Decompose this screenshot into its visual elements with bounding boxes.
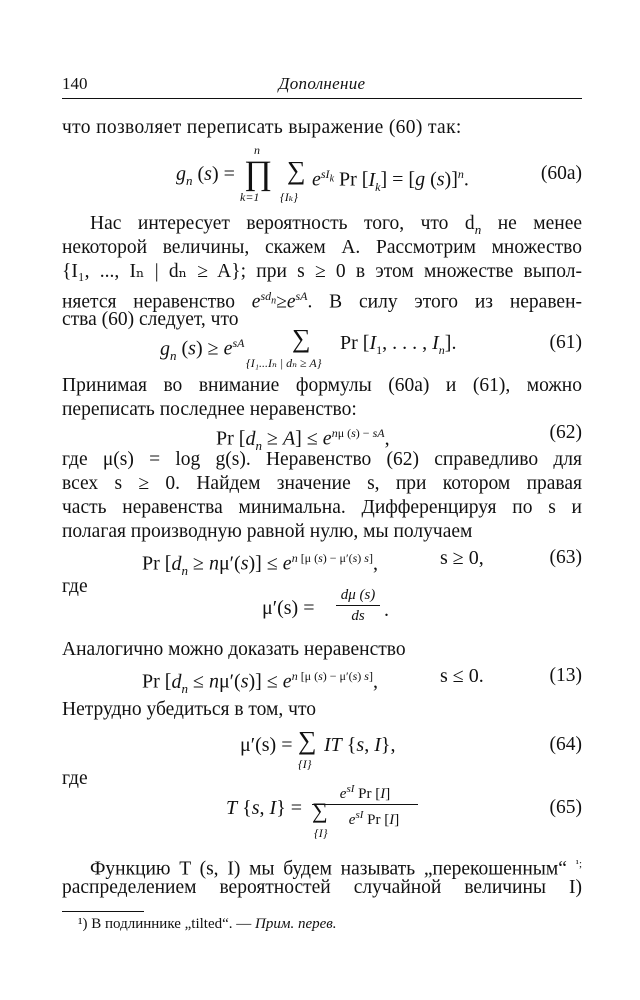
running-title: Дополнение bbox=[278, 74, 366, 93]
eq60a-prod-upper: n bbox=[254, 143, 260, 157]
text-line: няется неравенство $e^{sd_n}\ge e^{sA}$. В силу этого из нерaвен- bbox=[62, 289, 582, 313]
text-line: переписать последнее неравенство: bbox=[62, 399, 357, 420]
equation-number: (62) bbox=[549, 422, 582, 443]
text-line: Принимая во внимание формулы (60а) и (61), можно bbox=[62, 375, 582, 396]
eq61-lhs: $g_n$ $(s) \ge e^{sA}$ bbox=[160, 336, 245, 363]
text-line: Аналогично можно доказать неравенство bbox=[62, 639, 406, 660]
sum-symbol: ∑ bbox=[292, 324, 311, 353]
text-line: Нетрудно убедиться в том, что bbox=[62, 699, 316, 720]
eq64-sum-lower: {I} bbox=[298, 757, 312, 771]
equation-number: (13) bbox=[549, 665, 582, 686]
text-line: ства (60) следует, что bbox=[62, 309, 239, 330]
text-line: {I₁, ..., Iₙ | dₙ ≥ A}; при s ≥ 0 в этом множестве выпол- bbox=[62, 261, 582, 282]
equation-number: (63) bbox=[549, 547, 582, 568]
text-line: где μ(s) = log g(s). Неравенство (62) справедливо для bbox=[62, 449, 582, 470]
mu-prime-fraction: dμ (s) ds bbox=[336, 586, 380, 625]
text-line: некоторой величины, скажем A. Рассмотрим множество bbox=[62, 237, 582, 258]
footnote-italic: Прим. перев. bbox=[255, 916, 337, 932]
eq13-condition: s ≤ 0. bbox=[440, 665, 484, 687]
sum-symbol: ∑ bbox=[298, 726, 317, 755]
text-line: полагая производную равной нулю, мы получаем bbox=[62, 521, 473, 542]
mu-prime-lhs: μ′(s) = bbox=[262, 597, 315, 619]
eq63-body: Pr $[d_n \ge n\mu'(s)] \le e^{n [\mu (s) - \mu'(s) s]}$, bbox=[142, 551, 378, 578]
footnote-ref: ¹; bbox=[575, 858, 583, 870]
eq60a-lhs: $g_n$ (s) = bbox=[176, 163, 235, 188]
eq64-body: IT {s, I}, bbox=[324, 734, 396, 756]
text-line: где bbox=[62, 576, 88, 597]
equation-number: (64) bbox=[549, 734, 582, 755]
eq13-body: Pr $[d_n \le n\mu'(s)] \le e^{n [\mu (s) - \mu'(s) s]}$, bbox=[142, 669, 378, 696]
sum-symbol: ∑ bbox=[287, 156, 306, 185]
eq65-lhs: T {s, I} = bbox=[226, 797, 303, 819]
text-line: всех s ≥ 0. Найдем значение s, при котором правая bbox=[62, 473, 582, 494]
text-line: Функцию T (s, I) мы будем называть „перекошенным“ $^{^1;}$ bbox=[90, 858, 583, 880]
running-header bbox=[62, 74, 582, 99]
eq62-body: Pr $[d_n \ge A] \le e^{n\mu (s) - sA}$, bbox=[216, 426, 390, 453]
footnote bbox=[78, 916, 337, 933]
mu-prime-tail: . bbox=[384, 599, 389, 621]
footnote-rule bbox=[62, 911, 144, 912]
equation-number: (65) bbox=[549, 797, 582, 818]
text-line: что позволяет переписать выражение (60) так: bbox=[62, 117, 462, 138]
page-number: 140 bbox=[62, 74, 88, 93]
eq63-condition: s ≥ 0, bbox=[440, 547, 484, 569]
product-symbol: ∏ bbox=[244, 155, 272, 192]
eq65-sum-lower: {I} bbox=[314, 826, 328, 840]
text-line: Нас интересует вероятность того, что $d_n$ не менее bbox=[90, 213, 583, 237]
eq60a-body: $e^{sI_k}$ Pr $[I_k] = [g$ (s)]$^n$. bbox=[312, 167, 469, 194]
eq60a-sum-lower: {Iₖ} bbox=[280, 190, 298, 204]
equation-number: (60a) bbox=[540, 163, 582, 184]
eq60a-prod-lower: k=1 bbox=[240, 190, 260, 204]
text-line: распределением вероятностей случайной величины I) bbox=[62, 877, 582, 898]
footnote-mark: ¹) bbox=[78, 916, 88, 932]
eq61-body: Pr [$I_1$, . . . , $I_n$]. bbox=[340, 332, 457, 357]
text-line: где bbox=[62, 768, 88, 789]
footnote-text: В подлиннике „tilted“. — bbox=[91, 916, 252, 932]
text-line: часть неравенства минимальна. Дифференцируя по s и bbox=[62, 497, 582, 518]
eq61-sum-lower: {I₁...Iₙ | dₙ ≥ A} bbox=[246, 356, 322, 370]
eq64-lhs: μ′(s) = bbox=[240, 734, 293, 756]
equation-number: (61) bbox=[549, 332, 582, 353]
eq65-fraction: $e^{sI}$ Pr [I] ∑ $e^{sI}$ Pr [I] bbox=[312, 780, 418, 829]
